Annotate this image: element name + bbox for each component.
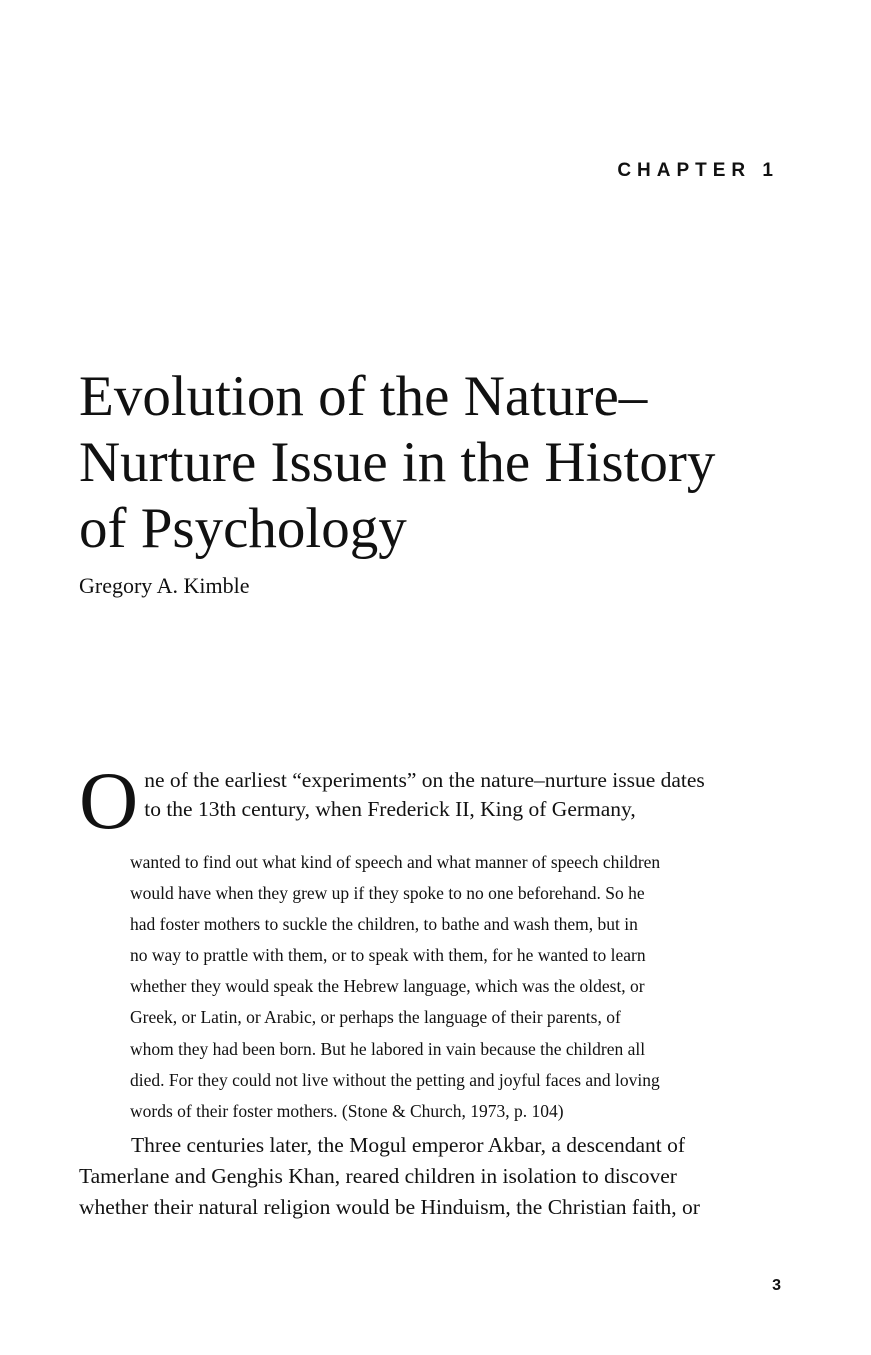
drop-cap: O (79, 755, 139, 846)
title-line: of Psychology (79, 497, 407, 560)
quote-line: Greek, or Latin, or Arabic, or perhaps the language of their parents, of (130, 1007, 621, 1028)
title-line: Nurture Issue in the History (79, 431, 716, 494)
quote-line: whether they would speak the Hebrew language, which was the oldest, or (130, 976, 645, 997)
quote-line: died. For they could not live without the petting and joyful faces and loving (130, 1069, 660, 1090)
quote-line: would have when they grew up if they spoke to no one beforehand. So he (130, 883, 645, 904)
opening-paragraph (79, 755, 794, 846)
opening-line: to the 13th century, when Frederick II, King of Germany, (144, 797, 636, 821)
paragraph-line: Tamerlane and Genghis Khan, reared children in isolation to discover (79, 1164, 677, 1188)
quote-line: words of their foster mothers. (Stone & Church, 1973, p. 104) (130, 1100, 564, 1121)
chapter-title (79, 364, 799, 562)
title-line: Evolution of the Nature– (79, 365, 648, 428)
chapter-label: CHAPTER 1 (617, 160, 779, 181)
paragraph-line: Three centuries later, the Mogul emperor Akbar, a descendant of (131, 1133, 686, 1157)
author-name: Gregory A. Kimble (79, 573, 250, 598)
opening-line: ne of the earliest “experiments” on the nature–nurture issue dates (144, 768, 705, 792)
page-number: 3 (772, 1277, 781, 1294)
block-quote (130, 847, 790, 1127)
body-paragraph (79, 1130, 794, 1223)
paragraph-line: whether their natural religion would be Hinduism, the Christian faith, or (79, 1195, 700, 1219)
quote-line: wanted to find out what kind of speech and what manner of speech children (130, 852, 661, 872)
quote-line: whom they had been born. But he labored in vain because the children all (130, 1038, 646, 1059)
quote-line: had foster mothers to suckle the children, to bathe and wash them, but in (130, 914, 638, 935)
quote-line: no way to prattle with them, or to speak with them, for he wanted to learn (130, 945, 646, 966)
